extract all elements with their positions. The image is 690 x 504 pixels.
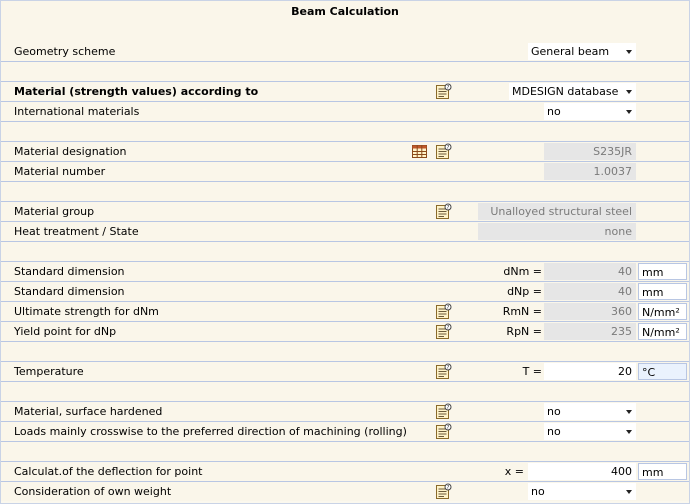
yield-point-label: Yield point for dNp bbox=[14, 325, 117, 338]
table-grid-icon[interactable] bbox=[411, 143, 428, 160]
crosswise-loads-dropdown[interactable] bbox=[544, 423, 636, 440]
material-source-value: MDESIGN database bbox=[512, 85, 619, 98]
yield-point-unit: N/mm² bbox=[638, 323, 687, 340]
form-title: Beam Calculation bbox=[291, 5, 399, 18]
heat-treatment-field: none bbox=[478, 223, 636, 240]
row-standard-dimension-m bbox=[1, 262, 689, 282]
deflection-point-input[interactable]: 400 bbox=[528, 463, 636, 480]
spacer-row bbox=[1, 442, 689, 462]
geometry-scheme-value: General beam bbox=[531, 45, 610, 58]
ultimate-strength-label: Ultimate strength for dNm bbox=[14, 305, 159, 318]
own-weight-value: no bbox=[531, 485, 545, 498]
standard-dimension-p-field: 40 bbox=[544, 283, 636, 300]
temperature-symbol: T = bbox=[522, 365, 542, 378]
spacer-row bbox=[1, 382, 689, 402]
material-number-field: 1.0037 bbox=[544, 163, 636, 180]
international-materials-label: International materials bbox=[14, 105, 140, 118]
row-material-source bbox=[1, 82, 689, 102]
material-source-label: Material (strength values) according to bbox=[14, 85, 259, 98]
material-group-label: Material group bbox=[14, 205, 95, 218]
material-designation-label: Material designation bbox=[14, 145, 127, 158]
info-note-icon[interactable] bbox=[435, 483, 452, 500]
row-ultimate-strength bbox=[1, 302, 689, 322]
info-note-icon[interactable] bbox=[435, 423, 452, 440]
spacer-row bbox=[1, 242, 689, 262]
info-note-icon[interactable] bbox=[435, 143, 452, 160]
own-weight-label: Consideration of own weight bbox=[14, 485, 172, 498]
form-title-row bbox=[1, 1, 689, 24]
ultimate-strength-field: 360 bbox=[544, 303, 636, 320]
spacer-row bbox=[1, 23, 689, 43]
row-crosswise-loads bbox=[1, 422, 689, 442]
standard-dimension-m-unit: mm bbox=[638, 263, 687, 280]
standard-dimension-m-symbol: dNm = bbox=[503, 265, 542, 278]
row-international-materials bbox=[1, 102, 689, 122]
deflection-point-unit[interactable]: mm bbox=[638, 463, 687, 480]
deflection-point-symbol: x = bbox=[504, 465, 524, 478]
chevron-down-icon bbox=[626, 50, 632, 54]
material-group-field: Unalloyed structural steel bbox=[478, 203, 636, 220]
material-source-dropdown[interactable] bbox=[509, 83, 636, 100]
chevron-down-icon bbox=[626, 110, 632, 114]
info-note-icon[interactable] bbox=[435, 363, 452, 380]
row-material-number bbox=[1, 162, 689, 182]
chevron-down-icon bbox=[626, 90, 632, 94]
yield-point-symbol: RpN = bbox=[506, 325, 542, 338]
spacer-row bbox=[1, 182, 689, 202]
geometry-scheme-dropdown[interactable] bbox=[528, 43, 636, 60]
surface-hardened-label: Material, surface hardened bbox=[14, 405, 163, 418]
material-number-label: Material number bbox=[14, 165, 106, 178]
heat-treatment-label: Heat treatment / State bbox=[14, 225, 139, 238]
row-temperature bbox=[1, 362, 689, 382]
surface-hardened-value: no bbox=[547, 405, 561, 418]
crosswise-loads-label: Loads mainly crosswise to the preferred direction of machining (rolling) bbox=[14, 425, 407, 438]
international-materials-value: no bbox=[547, 105, 561, 118]
row-deflection-point bbox=[1, 462, 689, 482]
crosswise-loads-value: no bbox=[547, 425, 561, 438]
row-geometry-scheme bbox=[1, 42, 689, 62]
row-standard-dimension-p bbox=[1, 282, 689, 302]
standard-dimension-p-unit: mm bbox=[638, 283, 687, 300]
ultimate-strength-symbol: RmN = bbox=[502, 305, 542, 318]
row-surface-hardened bbox=[1, 402, 689, 422]
chevron-down-icon bbox=[626, 430, 632, 434]
chevron-down-icon bbox=[626, 410, 632, 414]
info-note-icon[interactable] bbox=[435, 323, 452, 340]
info-note-icon[interactable] bbox=[435, 203, 452, 220]
standard-dimension-m-field: 40 bbox=[544, 263, 636, 280]
material-designation-field: S235JR bbox=[544, 143, 636, 160]
temperature-input[interactable]: 20 bbox=[544, 363, 636, 380]
chevron-down-icon bbox=[626, 490, 632, 494]
temperature-unit[interactable]: °C bbox=[638, 363, 687, 380]
row-yield-point bbox=[1, 322, 689, 342]
info-note-icon[interactable] bbox=[435, 403, 452, 420]
spacer-row bbox=[1, 342, 689, 362]
geometry-scheme-label: Geometry scheme bbox=[14, 45, 116, 58]
spacer-row bbox=[1, 62, 689, 82]
standard-dimension-p-symbol: dNp = bbox=[507, 285, 542, 298]
ultimate-strength-unit: N/mm² bbox=[638, 303, 687, 320]
info-note-icon[interactable] bbox=[435, 303, 452, 320]
deflection-point-label: Calculat.of the deflection for point bbox=[14, 465, 203, 478]
row-heat-treatment bbox=[1, 222, 689, 242]
own-weight-dropdown[interactable] bbox=[528, 483, 636, 500]
row-own-weight bbox=[1, 482, 689, 501]
standard-dimension-m-label: Standard dimension bbox=[14, 265, 125, 278]
row-material-group bbox=[1, 202, 689, 222]
surface-hardened-dropdown[interactable] bbox=[544, 403, 636, 420]
international-materials-dropdown[interactable] bbox=[544, 103, 636, 120]
temperature-label: Temperature bbox=[14, 365, 84, 378]
standard-dimension-p-label: Standard dimension bbox=[14, 285, 125, 298]
yield-point-field: 235 bbox=[544, 323, 636, 340]
info-note-icon[interactable] bbox=[435, 83, 452, 100]
row-material-designation bbox=[1, 142, 689, 162]
spacer-row bbox=[1, 122, 689, 142]
